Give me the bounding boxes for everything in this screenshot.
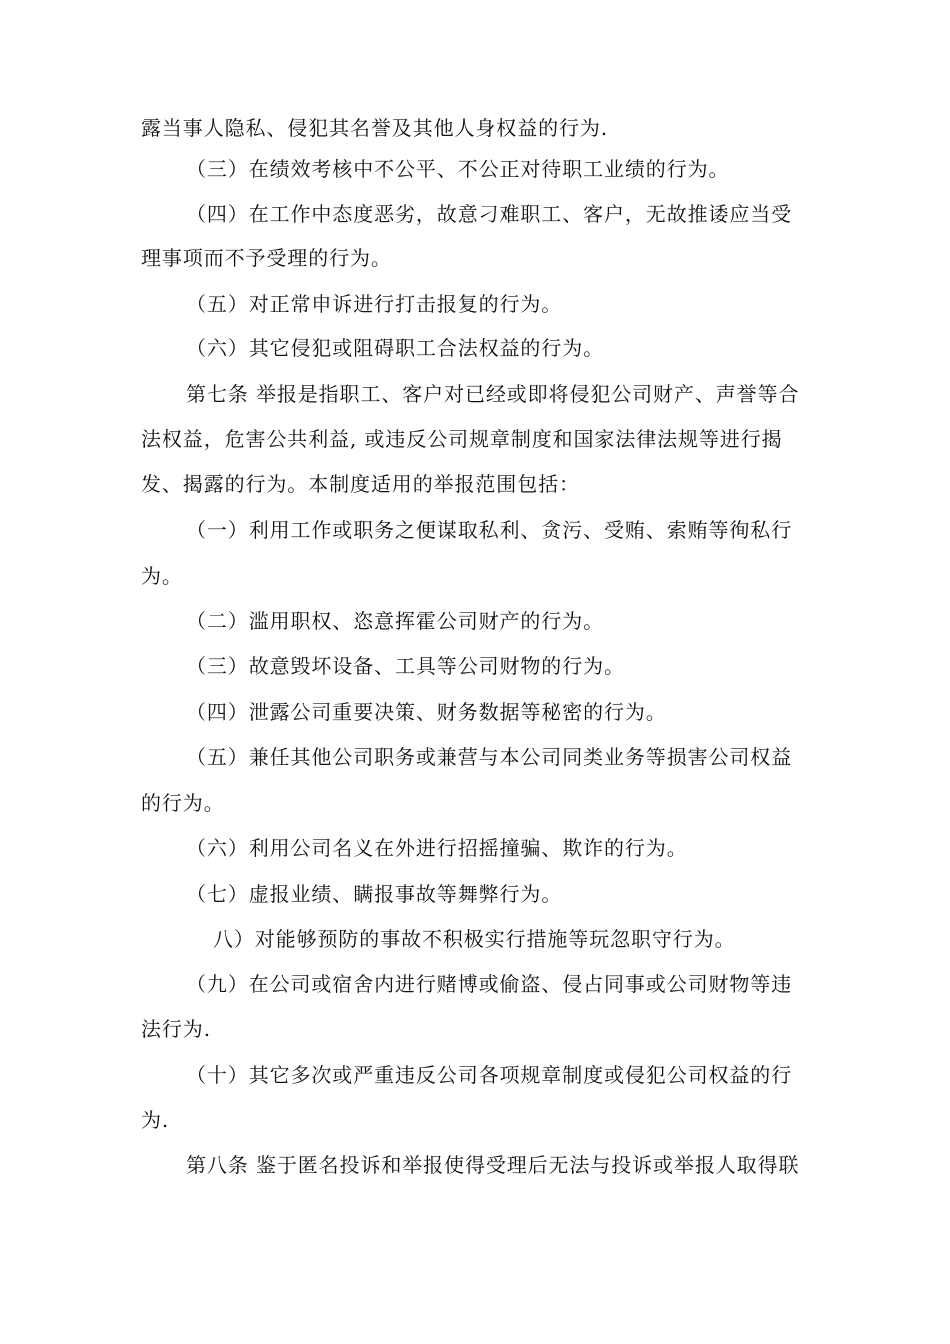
text-line: 发、揭露的行为。本制度适用的举报范围包括： [141, 472, 580, 496]
text-line: （五）兼任其他公司职务或兼营与本公司同类业务等损害公司权益 [186, 745, 793, 769]
text-line: （六）其它侵犯或阻碍职工合法权益的行为。 [186, 336, 604, 360]
text-line: （三）在绩效考核中不公平、不公正对待职工业绩的行为。 [186, 157, 730, 181]
text-line: 理事项而不予受理的行为。 [141, 246, 392, 270]
text-line: 的行为。 [141, 791, 225, 815]
text-line: （一）利用工作或职务之便谋取私利、贪污、受贿、索贿等徇私行 [186, 518, 793, 542]
text-line: 为。 [141, 564, 183, 588]
article-heading-line: 第七条 举报是指职工、客户对已经或即将侵犯公司财产、声誉等合 [186, 382, 800, 406]
text-line: （五）对正常申诉进行打击报复的行为。 [186, 292, 563, 316]
text-line: （四）泄露公司重要决策、财务数据等秘密的行为。 [186, 700, 667, 724]
text-line: （十）其它多次或严重违反公司各项规章制度或侵犯公司权益的行 [186, 1063, 793, 1087]
text-line: 法行为. [141, 1017, 211, 1041]
text-line: （九）在公司或宿舍内进行赌博或偷盗、侵占同事或公司财物等违 [186, 972, 793, 996]
text-line: 为. [141, 1108, 170, 1132]
article-heading-line: 第八条 鉴于匿名投诉和举报使得受理后无法与投诉或举报人取得联 [186, 1153, 800, 1177]
text-line: （四）在工作中态度恶劣，故意刁难职工、客户，无故推诿应当受 [186, 202, 793, 226]
text-line: 法权益，危害公共利益, 或违反公司规章制度和国家法律法规等进行揭 [141, 427, 783, 451]
text-line: （二）滥用职权、恣意挥霍公司财产的行为。 [186, 609, 604, 633]
text-line: （七）虚报业绩、瞒报事故等舞弊行为。 [186, 882, 563, 906]
text-line: （六）利用公司名义在外进行招摇撞骗、欺诈的行为。 [186, 836, 688, 860]
text-line: （三）故意毁坏设备、工具等公司财物的行为。 [186, 654, 625, 678]
text-line: 露当事人隐私、侵犯其名誉及其他人身权益的行为. [141, 116, 609, 140]
text-line: 八）对能够预防的事故不积极实行措施等玩忽职守行为。 [213, 927, 736, 951]
